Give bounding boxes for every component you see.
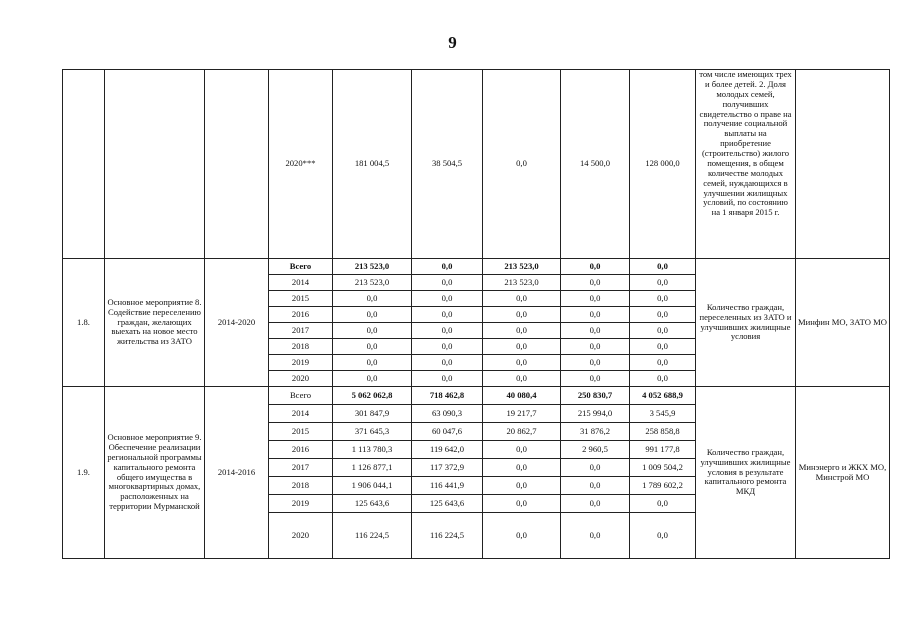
section-responsible: Минэнерго и ЖКХ МО, Минстрой МО [796,387,890,559]
value-cell: 215 994,0 [561,405,630,423]
value-cell: 0,0 [561,259,630,275]
value-cell: 4 052 688,9 [630,387,696,405]
value-cell: 117 372,9 [412,459,483,477]
section-number: 1.8. [63,259,105,387]
year-cell: 2015 [269,291,333,307]
indicator-cell: том числе имеющих трех и более детей. 2. Доля молодых семей, получивших свидетельство о праве на получение социальной выплаты на приобретение (строительство) жилого помещения, в общем количестве молодых семей, нуждающихся в улучшении жилищных условий, по состоянию на 1 января 2015 г. [696,70,796,259]
value-cell: 0,0 [412,355,483,371]
value-cell: 0,0 [483,477,561,495]
table-row [63,387,890,405]
year-cell: 2020*** [269,70,333,259]
value-cell: 0,0 [561,339,630,355]
value-cell: 0,0 [561,275,630,291]
value-cell: 0,0 [483,307,561,323]
section-indicator: Количество граждан, переселенных из ЗАТО и улучшивших жилищные условия [696,259,796,387]
value-cell: 0,0 [561,495,630,513]
cell-name-empty [105,70,205,259]
value-cell: 116 224,5 [333,513,412,559]
year-cell: 2019 [269,355,333,371]
responsible-cell [796,70,890,259]
value-cell: 0,0 [412,275,483,291]
value-cell: 0,0 [412,371,483,387]
value-cell: 1 126 877,1 [333,459,412,477]
value-cell: 0,0 [630,307,696,323]
year-cell: 2020 [269,513,333,559]
value-cell: 119 642,0 [412,441,483,459]
year-cell: Всего [269,387,333,405]
value-cell: 128 000,0 [630,70,696,259]
value-cell: 0,0 [412,323,483,339]
value-cell: 250 830,7 [561,387,630,405]
value-cell: 63 090,3 [412,405,483,423]
value-cell: 0,0 [333,355,412,371]
value-cell: 0,0 [333,291,412,307]
value-cell: 0,0 [561,513,630,559]
value-cell: 0,0 [412,339,483,355]
value-cell: 213 523,0 [483,259,561,275]
value-cell: 0,0 [630,513,696,559]
value-cell: 0,0 [561,355,630,371]
value-cell: 0,0 [561,291,630,307]
value-cell: 116 441,9 [412,477,483,495]
value-cell: 0,0 [483,323,561,339]
value-cell: 0,0 [630,371,696,387]
value-cell: 1 789 602,2 [630,477,696,495]
value-cell: 0,0 [483,459,561,477]
section-period: 2014-2020 [205,259,269,387]
value-cell: 0,0 [333,307,412,323]
value-cell: 0,0 [561,307,630,323]
value-cell: 0,0 [630,323,696,339]
value-cell: 0,0 [483,441,561,459]
value-cell: 0,0 [630,495,696,513]
value-cell: 14 500,0 [561,70,630,259]
value-cell: 1 009 504,2 [630,459,696,477]
value-cell: 0,0 [412,259,483,275]
cell-number-empty [63,70,105,259]
year-cell: 2017 [269,459,333,477]
year-cell: 2016 [269,441,333,459]
year-cell: 2016 [269,307,333,323]
value-cell: 38 504,5 [412,70,483,259]
value-cell: 116 224,5 [412,513,483,559]
value-cell: 991 177,8 [630,441,696,459]
value-cell: 0,0 [483,513,561,559]
value-cell: 40 080,4 [483,387,561,405]
value-cell: 258 858,8 [630,423,696,441]
value-cell: 213 523,0 [333,259,412,275]
value-cell: 125 643,6 [333,495,412,513]
value-cell: 0,0 [630,355,696,371]
year-cell: 2020 [269,371,333,387]
value-cell: 181 004,5 [333,70,412,259]
value-cell: 20 862,7 [483,423,561,441]
value-cell: 718 462,8 [412,387,483,405]
value-cell: 0,0 [561,371,630,387]
value-cell: 2 960,5 [561,441,630,459]
year-cell: 2015 [269,423,333,441]
value-cell: 0,0 [483,371,561,387]
value-cell: 31 876,2 [561,423,630,441]
value-cell: 0,0 [630,291,696,307]
value-cell: 0,0 [630,339,696,355]
section-number: 1.9. [63,387,105,559]
year-cell: 2019 [269,495,333,513]
year-cell: 2017 [269,323,333,339]
value-cell: 5 062 062,8 [333,387,412,405]
section-period: 2014-2016 [205,387,269,559]
value-cell: 0,0 [630,275,696,291]
value-cell: 125 643,6 [412,495,483,513]
year-cell: Всего [269,259,333,275]
section-name: Основное мероприятие 8. Содействие переселению граждан, желающих выехать на новое место жительства из ЗАТО [105,259,205,387]
value-cell: 0,0 [333,371,412,387]
value-cell: 213 523,0 [333,275,412,291]
value-cell: 0,0 [483,291,561,307]
section-responsible: Минфин МО, ЗАТО МО [796,259,890,387]
value-cell: 0,0 [561,477,630,495]
value-cell: 0,0 [561,323,630,339]
value-cell: 0,0 [483,339,561,355]
page-number: 9 [448,33,457,52]
value-cell: 0,0 [333,339,412,355]
table-row [63,259,890,275]
value-cell: 0,0 [333,323,412,339]
value-cell: 3 545,9 [630,405,696,423]
value-cell: 301 847,9 [333,405,412,423]
value-cell: 19 217,7 [483,405,561,423]
value-cell: 0,0 [483,495,561,513]
value-cell: 1 113 780,3 [333,441,412,459]
value-cell: 0,0 [483,70,561,259]
value-cell: 0,0 [412,291,483,307]
year-cell: 2014 [269,275,333,291]
value-cell: 0,0 [561,459,630,477]
year-cell: 2018 [269,339,333,355]
section-indicator: Количество граждан, улучшивших жилищные условия в результате капитального ремонта МКД [696,387,796,559]
value-cell: 371 645,3 [333,423,412,441]
value-cell: 60 047,6 [412,423,483,441]
year-cell: 2014 [269,405,333,423]
program-table [62,69,890,559]
value-cell: 0,0 [483,355,561,371]
year-cell: 2018 [269,477,333,495]
value-cell: 213 523,0 [483,275,561,291]
continuation-row [63,70,890,259]
cell-period-empty [205,70,269,259]
value-cell: 0,0 [630,259,696,275]
value-cell: 1 906 044,1 [333,477,412,495]
value-cell: 0,0 [412,307,483,323]
section-name: Основное мероприятие 9. Обеспечение реализации региональной программы капитального ремонта общего имущества в многоквартирных домах, расположенных на территории Мурманской [105,387,205,559]
